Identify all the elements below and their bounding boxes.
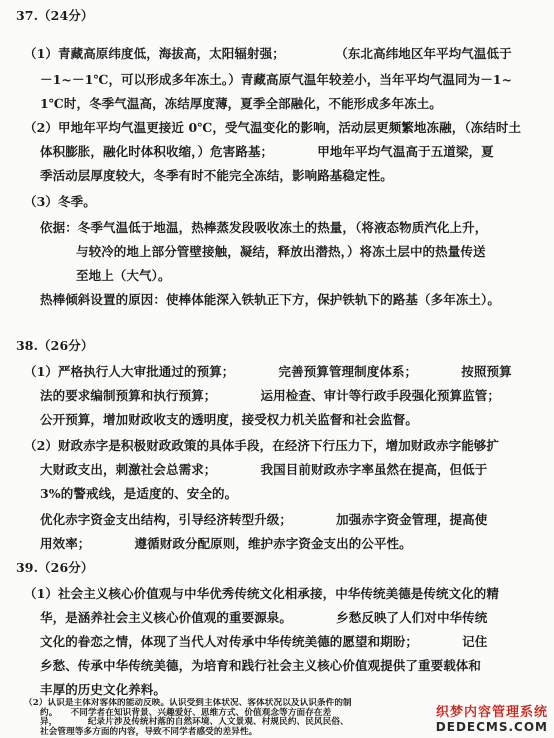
q39-line: （2）认识是主体对客体的能动反映。认识受到主体状况、客体状况以及认识条件的制: [24, 698, 352, 708]
q37-line: 依据：冬季气温低于地温，热棒蒸发段吸收冻土的热量，（将液态物质汽化上升，: [40, 220, 488, 235]
q38-line: 法的要求编制预算和执行预算； 运用检查、审计等行政手段强化预算监管；: [40, 388, 500, 403]
q37-line: 体积膨胀，融化时体积收缩，）危害路基； 甲地年平均气温高于五道梁，夏: [40, 144, 494, 159]
q37-line: 季活动层厚度较大，冬季有时不能完全冻结，影响路基稳定性。: [40, 168, 393, 183]
q39-line: 异， 纪录片涉及传统村落的自然环境、人文景观、村规民约、民风民俗、: [40, 717, 349, 727]
q38-header: 38.（26分）: [16, 338, 94, 353]
q39-line: 丰厚的历史文化养料。: [40, 682, 167, 697]
q37-line: （3）冬季。: [24, 194, 96, 209]
q38-line: 公开预算，增加财政收支的透明度，接受权力机关监督和社会监督。: [40, 412, 419, 427]
watermark-title: 织梦内容管理系统: [435, 705, 548, 720]
q38-line: 3%的警戒线，是适度的、安全的。: [40, 486, 238, 501]
q38-line: 大财政支出，刺激社会总需求； 我国目前财政赤字率虽然在提高，但低于: [40, 462, 488, 477]
watermark-domain: DEDECMS.COM: [435, 720, 548, 734]
q39-line: （1）社会主义核心价值观与中华优秀传统文化相承接，中华传统美德是传统文化的精: [24, 586, 499, 601]
q37-line: （1）青藏高原纬度低，海拔高，太阳辐射强； （东北高纬地区年平均气温低于: [24, 46, 512, 61]
q38-line: 优化赤字资金支出结构，引导经济转型升级； 加强赤字资金管理，提高使: [40, 512, 488, 527]
q37-line: （2）甲地年平均气温更接近 0℃，受气温变化的影响，活动层更频繁地冻融，（冻结时土: [24, 120, 522, 135]
q37-line: 至地上（大气）。: [76, 268, 171, 283]
q39-line: 文化的眷恋之情，体现了当代人对传承中华传统美德的愿望和期盼； 记住: [40, 634, 488, 649]
q37-line: 1℃时，冬季气温高，冻结厚度薄，夏季全部融化，不能形成多年冻土。: [40, 96, 442, 111]
q39-line: 约。 不同学者在知识背景、兴趣爱好、思维方式、价值观念等方面存在差: [40, 707, 332, 718]
q38-line: （1）严格执行人大审批通过的预算； 完善预算管理制度体系； 按照预算: [24, 364, 512, 379]
q37-line: 与较冷的地上部分管壁接触，凝结，释放出潜热，）将冻土层中的热量传送: [76, 244, 486, 259]
q37-line: －1~－1℃，可以形成多年冻土。）青藏高原气温年较差小，当年平均气温同为－1~: [40, 72, 513, 87]
q38-line: （2）财政赤字是积极财政政策的具体手段，在经济下行压力下，增加财政赤字能够扩: [24, 438, 499, 453]
q38-line: 用效率； 遵循财政分配原则，维护赤字资金支出的公平性。: [40, 536, 412, 551]
q37-header: 37.（24分）: [16, 8, 94, 23]
q39-line: 社会管理等多方面的内容，导致不同学者感受的差异性。: [40, 726, 258, 737]
q39-line: 乡愁、传承中华传统美德，为培育和践行社会主义核心价值观提供了重要载体和: [40, 658, 482, 673]
q37-line: 热棒倾斜设置的原因：使棒体能深入铁轨正下方，保护铁轨下的路基（多年冻土）。: [40, 292, 500, 307]
q39-header: 39.（26分）: [16, 560, 94, 575]
q39-part2-block: [24, 698, 534, 738]
q39-line: 华，是涵养社会主义核心价值观的重要源泉。 乡愁反映了人们对中华传统: [40, 610, 488, 625]
